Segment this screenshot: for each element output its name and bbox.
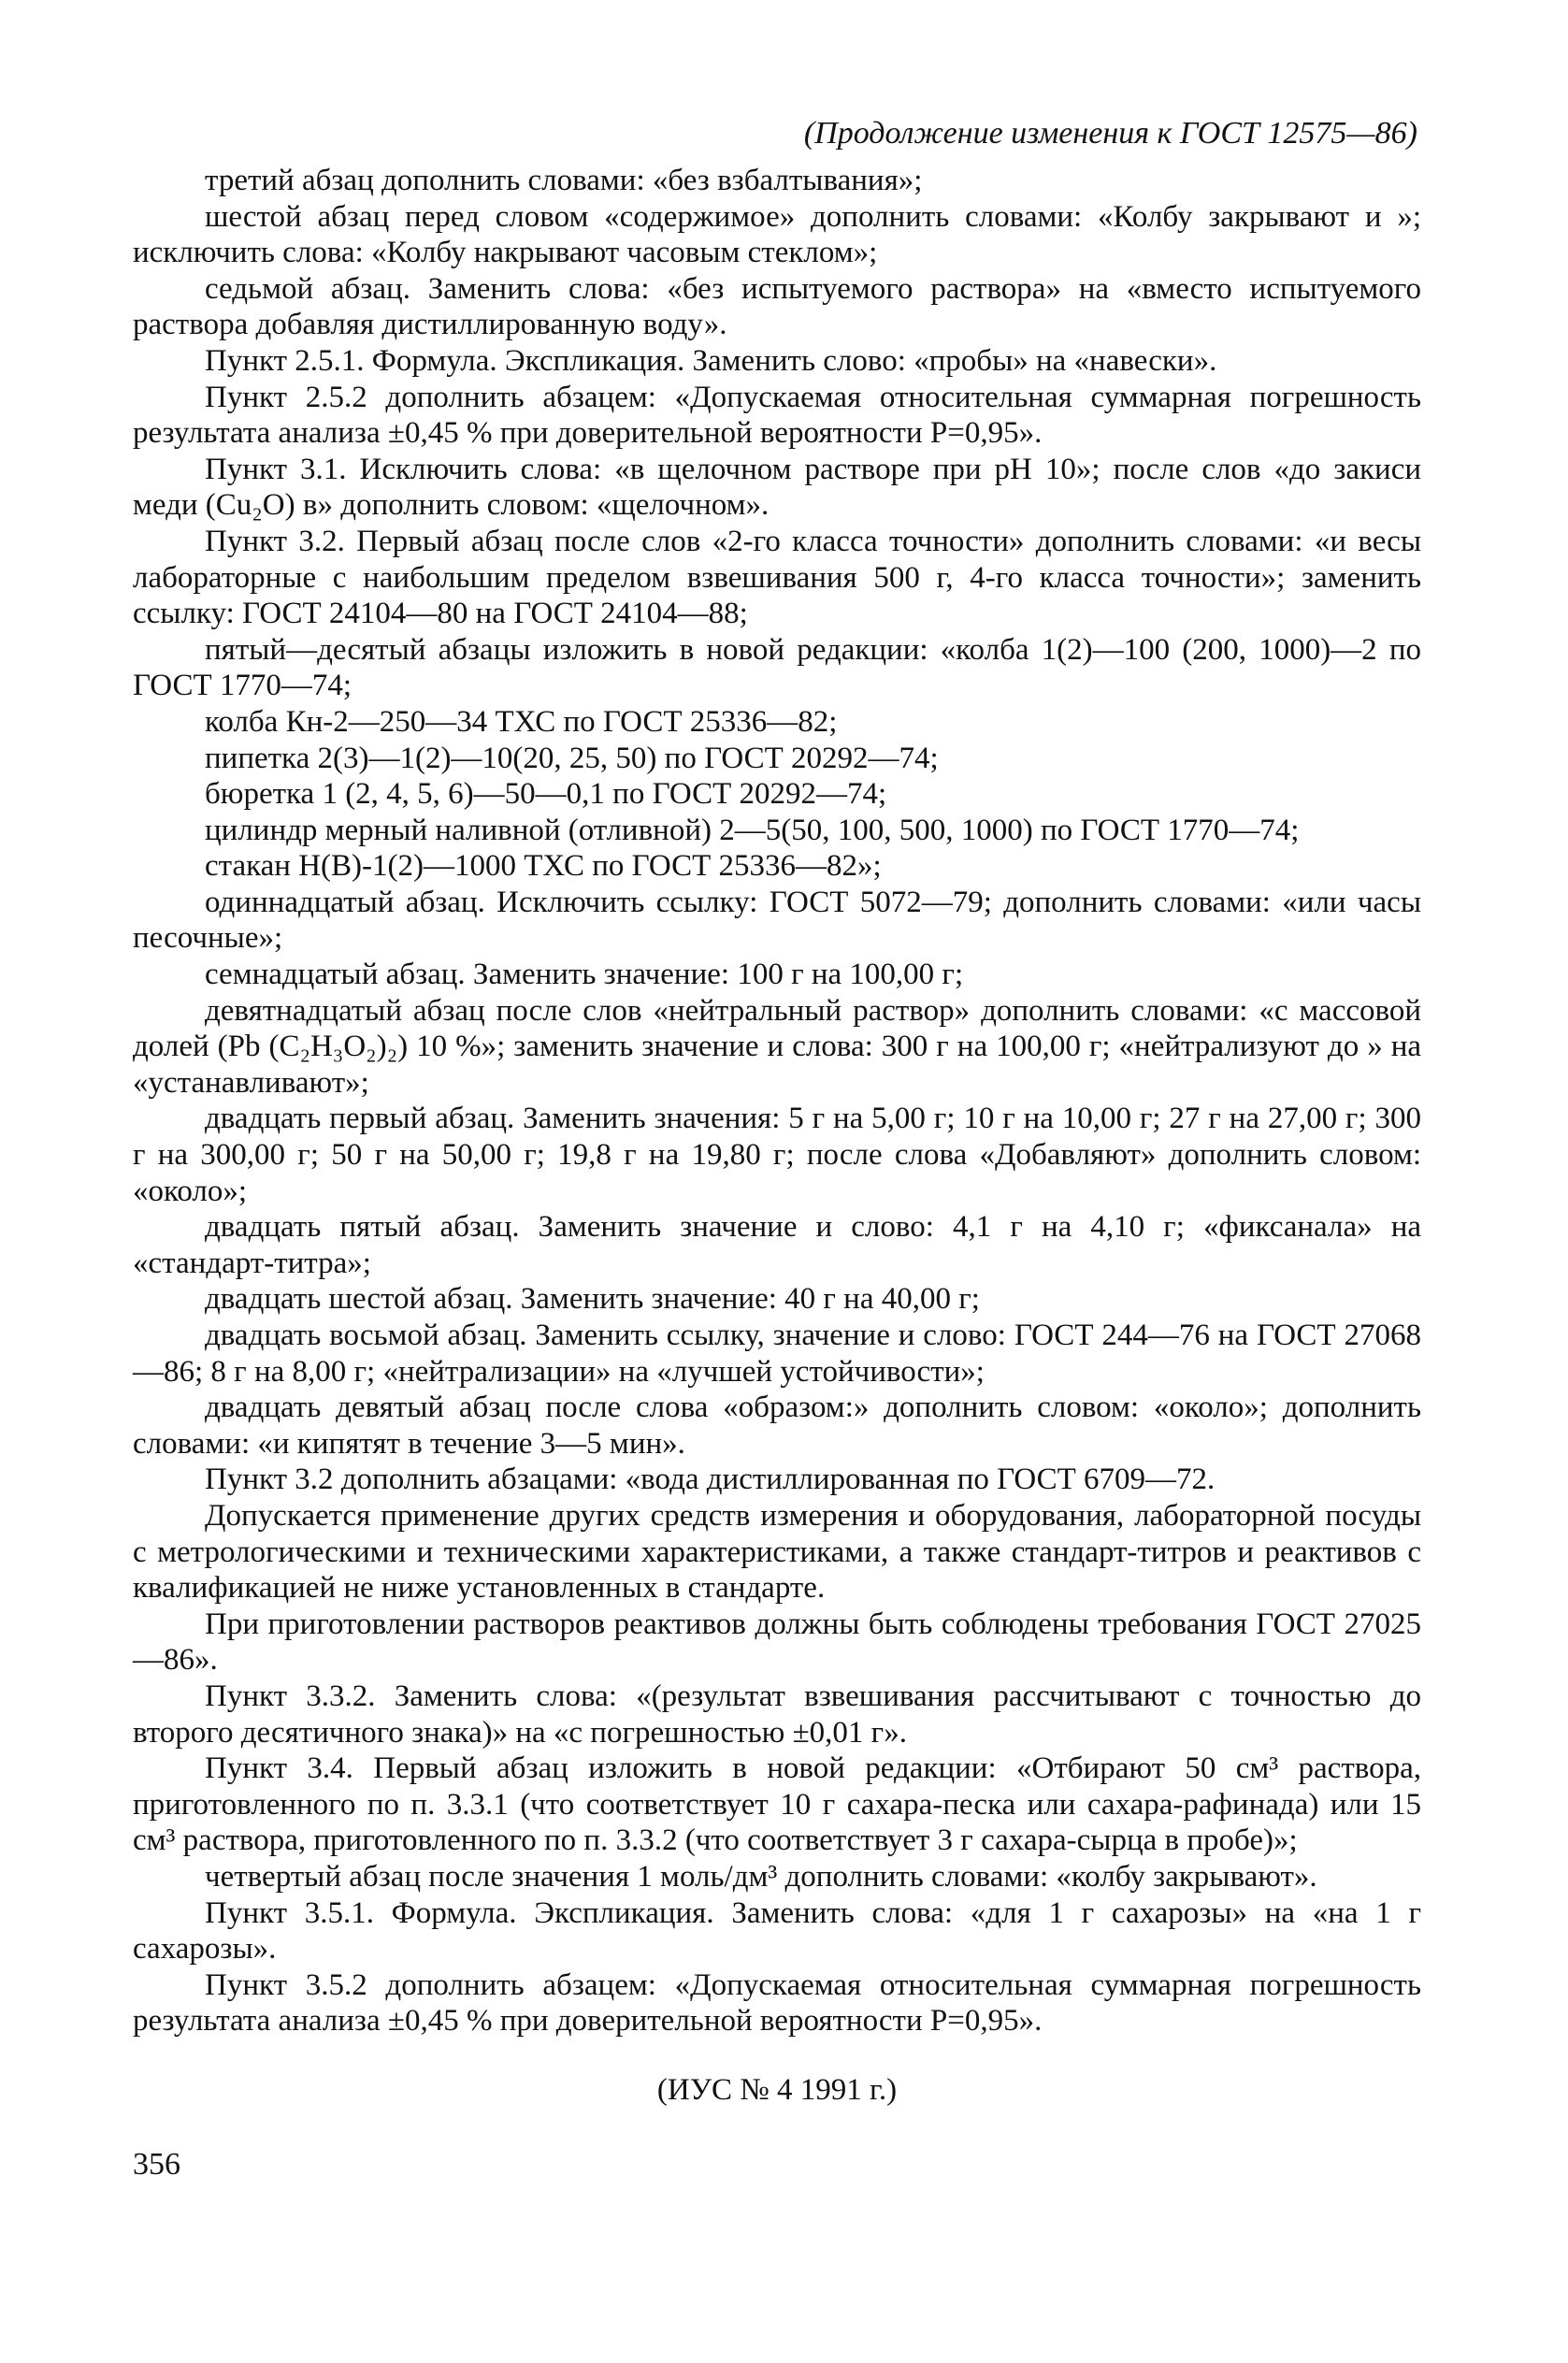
page-number: 356 xyxy=(133,2147,180,2182)
paragraph: Пункт 3.3.2. Заменить слова: «(результат взвешивания рассчитывают с точностью до второго десятичного знака)» на «с погрешностью ±0,01 г». xyxy=(133,1679,1421,1750)
paragraph: седьмой абзац. Заменить слова: «без испытуемого раствора» на «вместо испытуемого раствора добавляя дистиллированную воду». xyxy=(133,271,1421,342)
page-header: (Продолжение изменения к ГОСТ 12575—86) xyxy=(803,116,1417,151)
paragraph: двадцать первый абзац. Заменить значения: 5 г на 5,00 г; 10 г на 10,00 г; 27 г на 27,00 г; 300 г на 300,00 г; 50 г на 50,00 г; 19,8 г на 19,80 г; после слова «Добавляют» дополнить словом: «около»; xyxy=(133,1102,1421,1208)
paragraph: четвертый абзац после значения 1 моль/дм³ дополнить словами: «колбу закрывают». xyxy=(205,1859,1317,1894)
paragraph: Пункт 3.5.2 дополнить абзацем: «Допускаемая относительная суммарная погрешность результата анализа ±0,45 % при доверительной вероятности P=0,95». xyxy=(133,1967,1421,2039)
paragraph: девятнадцатый абзац после слов «нейтральный раствор» дополнить словами: «с массовой долей (Pb (C₂H₃O₂)₂) 10 %»; заменить значение и слова: 300 г на 100,00 г; «нейтрализуют до » на «устанавливают»; xyxy=(133,993,1421,1100)
paragraph: стакан Н(В)-1(2)—1000 ТХС по ГОСТ 25336—82»; xyxy=(205,849,882,884)
paragraph: Пункт 2.5.2 дополнить абзацем: «Допускаемая относительная суммарная погрешность результата анализа ±0,45 % при доверительной вероятности P=0,95». xyxy=(133,380,1421,451)
paragraph: двадцать девятый абзац после слова «образом:» дополнить словом: «около»; дополнить словами: «и кипятят в течение 3—5 мин». xyxy=(133,1390,1421,1461)
paragraph: Допускается применение других средств измерения и оборудования, лабораторной посуды с метрологическими и техническими характеристиками, а также стандарт-титров и реактивов с квалификацией не ниже установленных в стандарте. xyxy=(133,1498,1421,1606)
paragraph: бюретка 1 (2, 4, 5, 6)—50—0,1 по ГОСТ 20292—74; xyxy=(205,777,887,812)
paragraph: Пункт 3.1. Исключить слова: «в щелочном растворе при pH 10»; после слов «до закиси меди (Cu₂O) в» дополнить словом: «щелочном». xyxy=(133,452,1421,523)
paragraph: одиннадцатый абзац. Исключить ссылку: ГОСТ 5072—79; дополнить словами: «или часы песочные»; xyxy=(133,885,1421,956)
source-citation: (ИУС № 4 1991 г.) xyxy=(656,2072,898,2107)
paragraph: цилиндр мерный наливной (отливной) 2—5(50, 100, 500, 1000) по ГОСТ 1770—74; xyxy=(205,813,1300,847)
paragraph: Пункт 3.2 дополнить абзацами: «вода дистиллированная по ГОСТ 6709—72. xyxy=(205,1462,1216,1497)
paragraph: двадцать шестой абзац. Заменить значение: 40 г на 40,00 г; xyxy=(205,1282,980,1317)
body-text xyxy=(133,163,1421,2039)
document-page xyxy=(133,112,1421,2319)
paragraph: Пункт 3.4. Первый абзац изложить в новой редакции: «Отбирают 50 см³ раствора, приготовленного по п. 3.3.1 (что соответствует 10 г сахара-песка или сахара-рафинада) или 15 см³ раствора, приготовленного по п. 3.3.2 (что соответствует 3 г сахара-сырца в пробе)»; xyxy=(133,1751,1421,1858)
paragraph: шестой абзац перед словом «содержимое» дополнить словами: «Колбу закрывают и »; исключить слова: «Колбу накрывают часовым стеклом»; xyxy=(133,199,1421,270)
paragraph: двадцать восьмой абзац. Заменить ссылку, значение и слово: ГОСТ 244—76 на ГОСТ 27068—86; 8 г на 8,00 г; «нейтрализации» на «лучшей устойчивости»; xyxy=(133,1318,1421,1389)
paragraph: семнадцатый абзац. Заменить значение: 100 г на 100,00 г; xyxy=(205,958,964,992)
paragraph: третий абзац дополнить словами: «без взбалтывания»; xyxy=(205,164,923,197)
paragraph: Пункт 3.2. Первый абзац после слов «2-го класса точности» дополнить словами: «и весы лабораторные с наибольшим пределом взвешивания 500 г, 4-го класса точности»; заменить ссылку: ГОСТ 24104—80 на ГОСТ 24104—88; xyxy=(133,524,1421,631)
paragraph: Пункт 3.5.1. Формула. Экспликация. Заменить слова: «для 1 г сахарозы» на «на 1 г сахарозы». xyxy=(133,1895,1421,1967)
paragraph: пятый—десятый абзацы изложить в новой редакции: «колба 1(2)—100 (200, 1000)—2 по ГОСТ 1770—74; xyxy=(133,632,1421,703)
paragraph: При приготовлении растворов реактивов должны быть соблюдены требования ГОСТ 27025—86». xyxy=(133,1607,1421,1678)
paragraph: пипетка 2(3)—1(2)—10(20, 25, 50) по ГОСТ 20292—74; xyxy=(205,741,939,775)
paragraph: двадцать пятый абзац. Заменить значение и слово: 4,1 г на 4,10 г; «фиксанала» на «стандарт-титра»; xyxy=(133,1210,1421,1280)
paragraph: колба Кн-2—250—34 ТХС по ГОСТ 25336—82; xyxy=(205,704,838,739)
paragraph: Пункт 2.5.1. Формула. Экспликация. Заменить слово: «пробы» на «навески». xyxy=(205,343,1217,378)
